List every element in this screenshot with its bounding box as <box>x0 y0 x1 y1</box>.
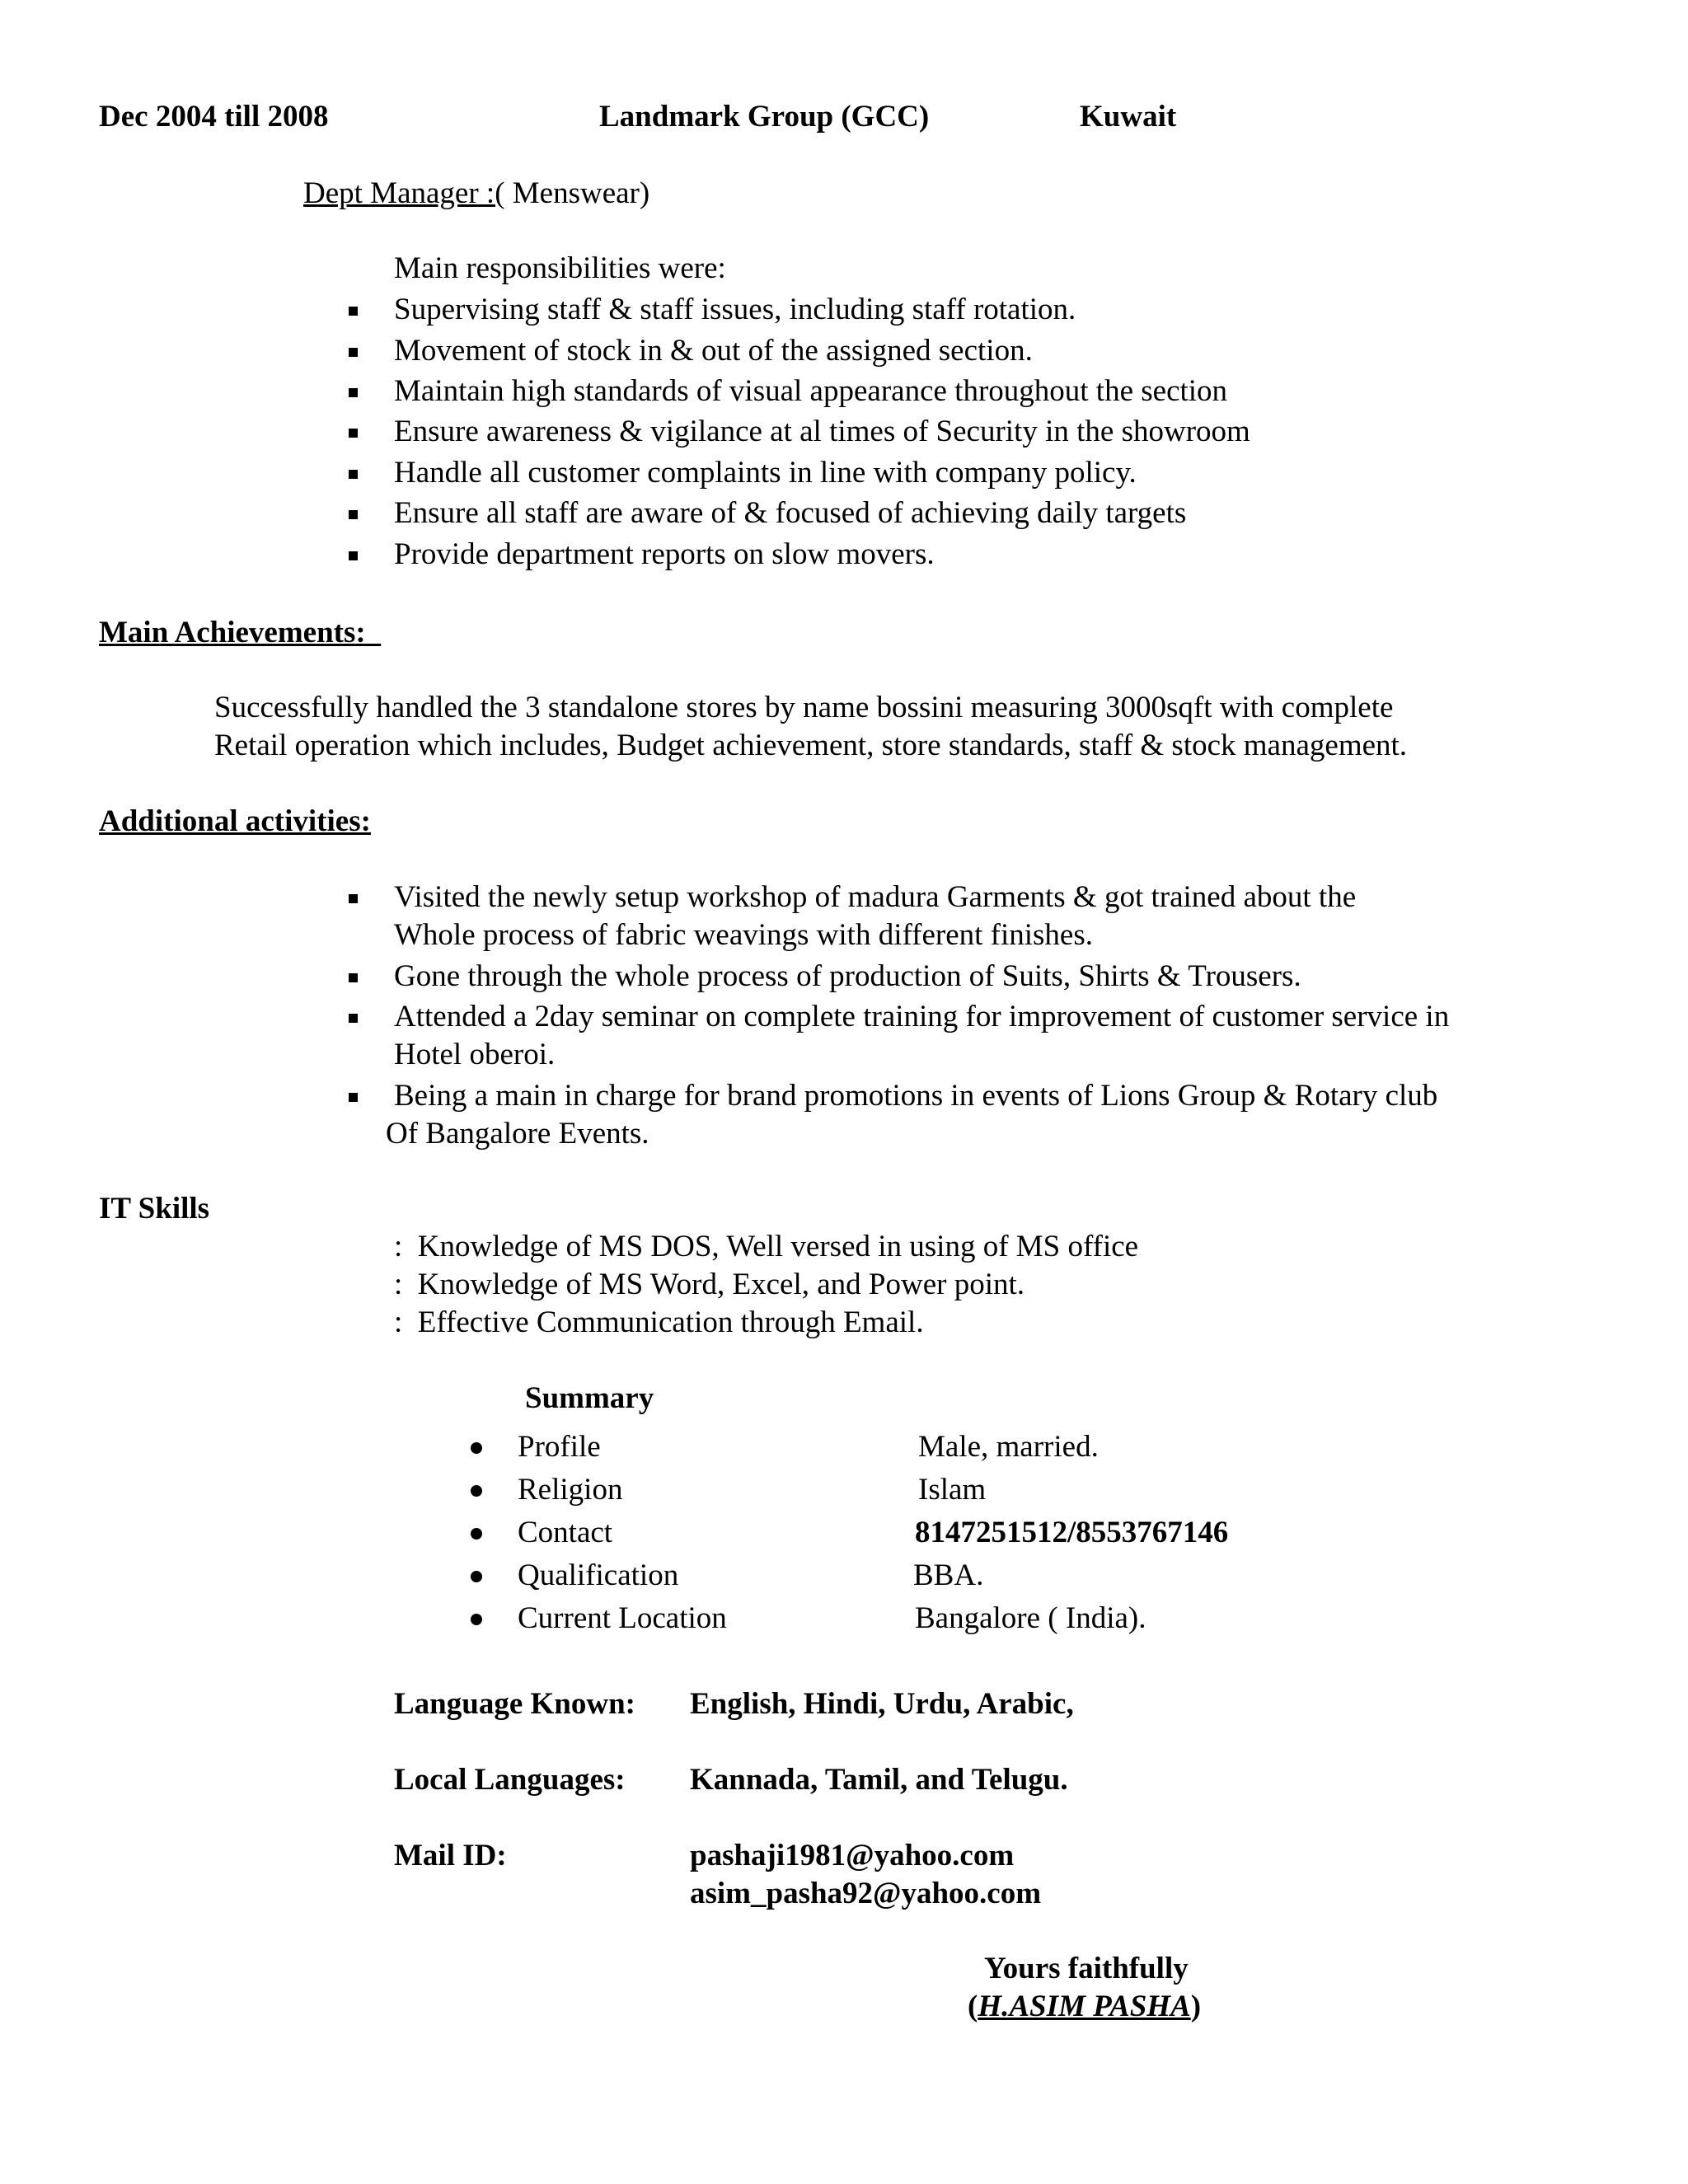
square-bullet-icon <box>349 429 358 438</box>
summary-value: Islam <box>918 1473 987 1507</box>
round-bullet-icon <box>471 1571 482 1582</box>
square-bullet-icon <box>349 973 358 982</box>
summary-label: Qualification <box>518 1558 679 1592</box>
round-bullet-icon <box>471 1528 482 1540</box>
it-skill-line: : Knowledge of MS Word, Excel, and Power point. <box>394 1268 1025 1301</box>
it-skill-line: : Effective Communication through Email. <box>394 1305 924 1339</box>
it-skills-heading: IT Skills <box>99 1192 210 1226</box>
role-label: Dept Manager :( <box>303 176 505 210</box>
achievement-line: Successfully handled the 3 standalone stores by name bossini measuring 3000sqft with complete <box>214 691 1394 724</box>
square-bullet-icon <box>349 551 358 560</box>
square-bullet-icon <box>349 1014 358 1023</box>
additional-heading: Additional activities: <box>99 804 371 838</box>
square-bullet-icon <box>349 510 358 519</box>
summary-value: Bangalore ( India). <box>915 1601 1146 1635</box>
role-line <box>303 176 649 212</box>
square-bullet-icon <box>349 307 358 316</box>
square-bullet-icon <box>349 1093 358 1102</box>
square-bullet-icon <box>349 470 358 479</box>
achievements-heading: Main Achievements: <box>99 616 382 649</box>
summary-value: BBA. <box>913 1558 984 1592</box>
summary-heading: Summary <box>525 1381 654 1415</box>
summary-label: Current Location <box>518 1601 727 1635</box>
summary-value: 8147251512/8553767146 <box>915 1516 1229 1549</box>
summary-label: Contact <box>518 1516 613 1549</box>
achievement-line: Retail operation which includes, Budget achievement, store standards, staff & stock management. <box>214 729 1408 762</box>
language-known-label: Language Known: <box>394 1687 635 1721</box>
square-bullet-icon <box>349 348 358 357</box>
summary-value: Male, married. <box>918 1430 1099 1464</box>
summary-label: Religion <box>518 1473 623 1507</box>
square-bullet-icon <box>349 388 358 397</box>
summary-label: Profile <box>518 1430 601 1464</box>
signature-name: (H.ASIM PASHA) <box>968 1990 1202 2023</box>
square-bullet-icon <box>349 894 358 903</box>
responsibilities-heading: Main responsibilities were: <box>394 251 726 285</box>
local-languages-value: Kannada, Tamil, and Telugu. <box>690 1763 1068 1797</box>
local-languages-label: Local Languages: <box>394 1763 626 1797</box>
role-detail: Menswear) <box>504 176 650 210</box>
mail-address[interactable]: pashaji1981@yahoo.com <box>690 1839 1015 1872</box>
round-bullet-icon <box>471 1442 482 1454</box>
closing-salutation: Yours faithfully <box>984 1952 1189 1985</box>
company-name: Landmark Group (GCC) <box>599 100 930 134</box>
employment-period: Dec 2004 till 2008 <box>99 100 329 134</box>
language-known-value: English, Hindi, Urdu, Arabic, <box>690 1687 1074 1721</box>
round-bullet-icon <box>471 1485 482 1497</box>
it-skill-line: : Knowledge of MS DOS, Well versed in using of MS office <box>394 1230 1139 1263</box>
employment-location: Kuwait <box>1080 100 1177 134</box>
mail-id-label: Mail ID: <box>394 1839 507 1872</box>
mail-address[interactable]: asim_pasha92@yahoo.com <box>690 1877 1042 1910</box>
signature-name-text: H.ASIM PASHA <box>978 1990 1191 2023</box>
round-bullet-icon <box>471 1614 482 1625</box>
